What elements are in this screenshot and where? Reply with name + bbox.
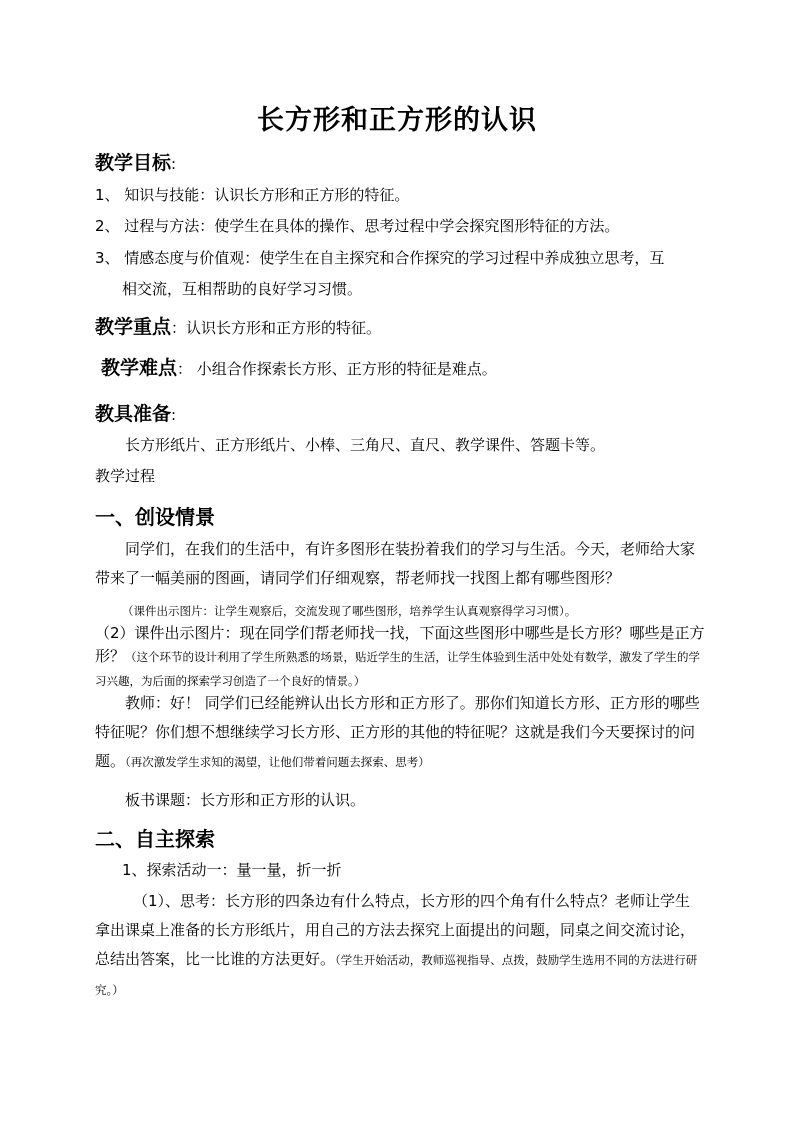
section2-para-main: （1）、思考：长方形的四条边有什么特点，长方形的四个角有什么特点？老师让学生拿出课桌上准备的长方形纸片，用自己的方法去探究上面提出的问题，同桌之间交流讨论，总结出答案，比一比谁的方法更好。 xyxy=(95,892,696,968)
difficulty-heading: 教学难点 xyxy=(101,357,178,379)
section2-heading: 二、自主探索 xyxy=(95,827,215,851)
process-label: 教学过程 xyxy=(95,467,156,485)
difficulty xyxy=(101,357,497,380)
section1-para1: 同学们，在我们的生活中，有许多图形在装扮着我们的学习与生活。今天，老师给大家带来了一幅美丽的图画，请同学们仔细观察，帮老师找一找图上都有哪些图形？ xyxy=(95,540,696,587)
difficulty-text: ： 小组合作探索长方形、正方形的特征是难点。 xyxy=(177,360,497,378)
key-point xyxy=(95,316,381,339)
objective-item-continued: 相交流，互相帮助的良好学习习惯。 xyxy=(122,280,363,298)
section1-para2-note: （这个环节的设计利用了学生所熟悉的场景，贴近学生的生活，让学生体验到生活中处处有数学，激发了学生的学习兴趣，为后面的探索学习创造了一个良好的情景。） xyxy=(95,650,701,688)
materials-text: 长方形纸片、正方形纸片、小棒、三角尺、直尺、教学课件、答题卡等。 xyxy=(125,436,606,454)
section1-heading: 一、创设情景 xyxy=(95,505,215,529)
materials-heading-text: 教具准备 xyxy=(95,403,172,425)
section1-para3-main: 教师：好！ 同学们已经能辨认出长方形和正方形了。那你们知道长方形、正方形的哪些特征呢？你们想不想继续学习长方形、正方形的其他的特征呢？这就是我们今天要探讨的问题。 xyxy=(95,694,700,770)
section2-para xyxy=(95,887,705,1005)
materials-heading-suffix: : xyxy=(171,406,177,424)
objectives-heading xyxy=(95,148,176,175)
objectives-heading-text: 教学目标 xyxy=(95,152,172,174)
section2-activity: 1、探索活动一：量一量，折一折 xyxy=(122,861,342,879)
objective-item: 3、 情感态度与价值观：使学生在自主探究和合作探究的学习过程中养成独立思考，互 xyxy=(95,249,665,267)
section1-para2 xyxy=(95,622,705,693)
objective-item: 1、 知识与技能：认识长方形和正方形的特征。 xyxy=(95,186,410,204)
section1-board: 板书课题：长方形和正方形的认识。 xyxy=(125,791,366,809)
section1-para2-main: （2）课件出示图片：现在同学们帮老师找一找，下面这些图形中哪些是长方形？哪些是正方形？ xyxy=(95,624,705,665)
section2-para-note: （学生开始活动，教师巡视指导、点拨，鼓励学生选用不同的方法进行研究。） xyxy=(95,953,698,997)
section1-para3 xyxy=(95,689,705,777)
section1-para3-note: （再次激发学生求知的渴望，让他们带着问题去探索、思考） xyxy=(125,755,430,769)
key-point-text: ：认识长方形和正方形的特征。 xyxy=(171,319,382,337)
objective-item: 2、 过程与方法：使学生在具体的操作、思考过程中学会探究图形特征的方法。 xyxy=(95,217,620,235)
key-point-heading: 教学重点 xyxy=(95,316,172,338)
section1-note1: （课件出示图片：让学生观察后，交流发现了哪些图形，培养学生认真观察得学习习惯）。 xyxy=(122,604,577,618)
objectives-heading-suffix: : xyxy=(171,155,177,173)
page-title: 长方形和正方形的认识 xyxy=(257,105,537,136)
materials-heading xyxy=(95,399,176,426)
